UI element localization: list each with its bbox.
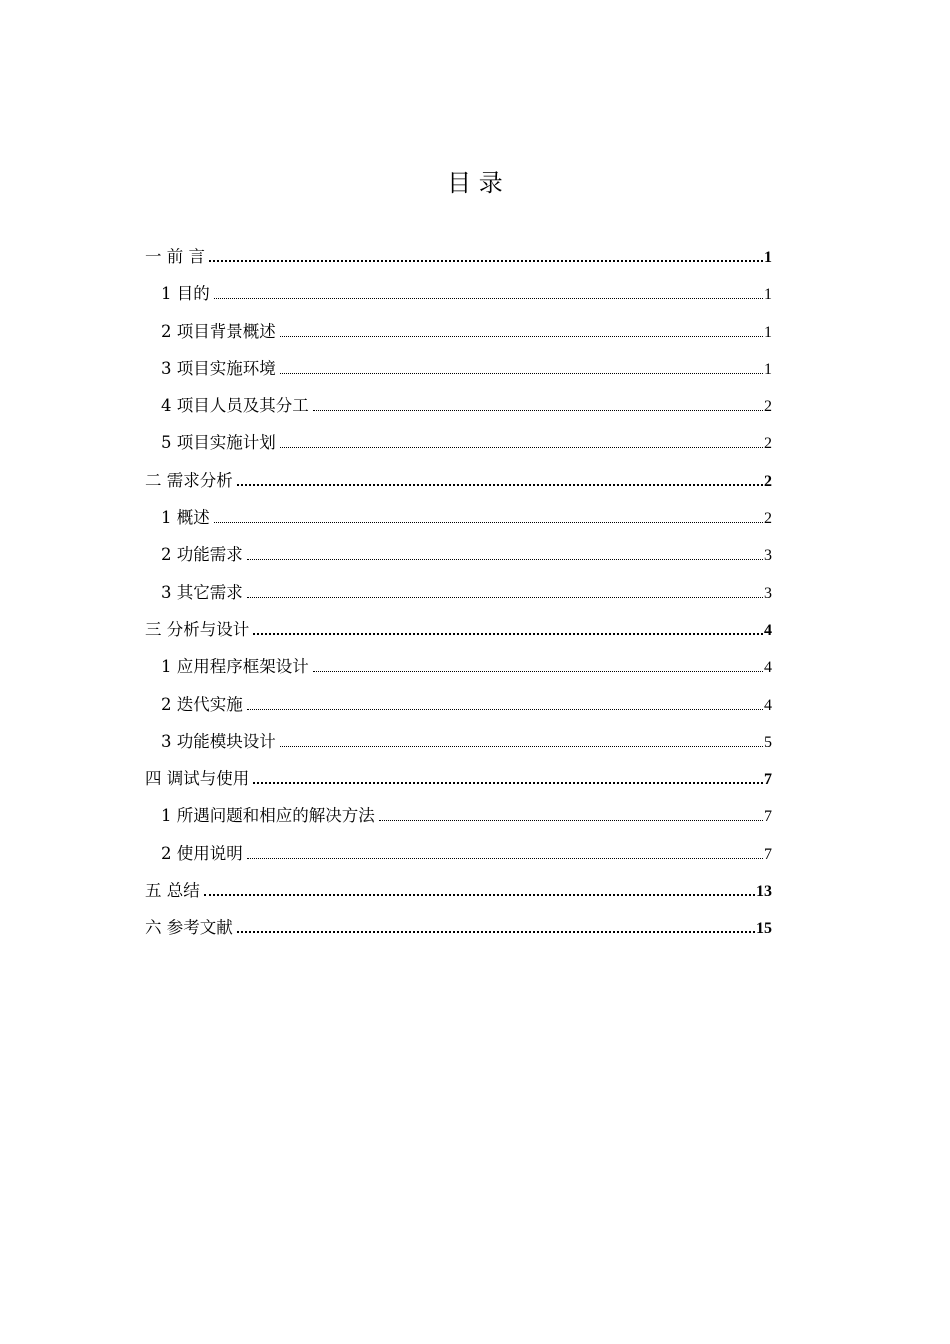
toc-dot-leader bbox=[253, 633, 763, 635]
toc-entry-label: 五 总结 bbox=[145, 881, 200, 901]
toc-page-number: 2 bbox=[764, 398, 772, 416]
toc-page-number: 7 bbox=[764, 845, 772, 863]
toc-page-number: 2 bbox=[764, 472, 772, 490]
toc-page-number: 15 bbox=[756, 920, 772, 938]
toc-entry-plan[interactable] bbox=[145, 428, 772, 465]
toc-page-number: 1 bbox=[764, 323, 772, 341]
toc-entry-environment[interactable] bbox=[145, 354, 772, 391]
toc-entry-label: 2 项目背景概述 bbox=[161, 321, 276, 341]
toc-entry-overview[interactable] bbox=[145, 503, 772, 540]
toc-entry-staff[interactable] bbox=[145, 391, 772, 428]
toc-dot-leader bbox=[204, 894, 755, 896]
toc-dot-leader bbox=[280, 373, 763, 374]
toc-page-number: 1 bbox=[764, 249, 772, 266]
toc-dot-leader bbox=[247, 709, 763, 710]
toc-entry-label: 1 应用程序框架设计 bbox=[161, 657, 309, 677]
toc-dot-leader bbox=[247, 858, 763, 859]
toc-dot-leader bbox=[237, 484, 763, 486]
toc-dot-leader bbox=[280, 336, 763, 337]
toc-entry-label: 3 功能模块设计 bbox=[161, 731, 276, 751]
toc-dot-leader bbox=[214, 522, 763, 523]
toc-dot-leader bbox=[280, 447, 763, 448]
toc-entry-label: 三 分析与设计 bbox=[145, 619, 250, 639]
toc-page-number: 1 bbox=[764, 360, 772, 378]
toc-entry-problems-solutions[interactable] bbox=[145, 801, 772, 838]
toc-dot-leader bbox=[253, 782, 763, 784]
toc-entry-label: 1 概述 bbox=[161, 508, 210, 528]
toc-dot-leader bbox=[247, 559, 763, 560]
toc-entry-purpose[interactable] bbox=[145, 279, 772, 316]
toc-page-number: 1 bbox=[764, 286, 772, 304]
toc-dot-leader bbox=[237, 931, 755, 933]
toc-dot-leader bbox=[209, 260, 763, 262]
toc-page-number: 2 bbox=[764, 435, 772, 453]
toc-entry-label: 5 项目实施计划 bbox=[161, 433, 276, 453]
toc-page-number: 3 bbox=[764, 547, 772, 565]
toc-entry-label: 一 前 言 bbox=[145, 247, 205, 266]
toc-page-number: 7 bbox=[764, 771, 772, 789]
toc-dot-leader bbox=[313, 410, 763, 411]
toc-entry-label: 3 其它需求 bbox=[161, 582, 243, 602]
toc-entry-label: 2 迭代实施 bbox=[161, 694, 243, 714]
toc-entry-background[interactable] bbox=[145, 317, 772, 354]
toc-entry-label: 二 需求分析 bbox=[145, 470, 233, 490]
toc-page-number: 3 bbox=[764, 584, 772, 602]
toc-entry-requirements[interactable] bbox=[145, 466, 772, 503]
page-title: 目 录 bbox=[447, 169, 503, 197]
toc-page-number: 4 bbox=[764, 659, 772, 677]
toc-entry-preface[interactable] bbox=[145, 242, 772, 279]
toc-entry-label: 四 调试与使用 bbox=[145, 769, 250, 789]
toc-entry-label: 3 项目实施环境 bbox=[161, 358, 276, 378]
toc-entry-analysis-design[interactable] bbox=[145, 615, 772, 652]
table-of-contents bbox=[145, 242, 772, 951]
toc-entry-instructions[interactable] bbox=[145, 839, 772, 876]
toc-page-number: 2 bbox=[764, 510, 772, 528]
toc-entry-label: 1 目的 bbox=[161, 284, 210, 304]
toc-dot-leader bbox=[247, 597, 763, 598]
toc-page-number: 5 bbox=[764, 733, 772, 751]
toc-dot-leader bbox=[313, 671, 763, 672]
toc-page-number: 7 bbox=[764, 808, 772, 826]
toc-page-number: 4 bbox=[764, 696, 772, 714]
toc-entry-label: 2 功能需求 bbox=[161, 545, 243, 565]
toc-entry-references[interactable] bbox=[145, 913, 772, 950]
toc-entry-debug-usage[interactable] bbox=[145, 764, 772, 801]
toc-entry-iteration[interactable] bbox=[145, 690, 772, 727]
toc-entry-functional-requirements[interactable] bbox=[145, 540, 772, 577]
toc-dot-leader bbox=[214, 298, 763, 299]
toc-entry-label: 1 所遇问题和相应的解决方法 bbox=[161, 806, 375, 826]
toc-entry-framework-design[interactable] bbox=[145, 652, 772, 689]
toc-entry-label: 六 参考文献 bbox=[145, 918, 233, 938]
toc-entry-summary[interactable] bbox=[145, 876, 772, 913]
toc-page-number: 4 bbox=[764, 621, 772, 639]
toc-entry-other-requirements[interactable] bbox=[145, 578, 772, 615]
toc-entry-label: 2 使用说明 bbox=[161, 843, 243, 863]
toc-dot-leader bbox=[379, 820, 763, 821]
toc-entry-label: 4 项目人员及其分工 bbox=[161, 396, 309, 416]
toc-dot-leader bbox=[280, 746, 763, 747]
toc-entry-module-design[interactable] bbox=[145, 727, 772, 764]
toc-page-number: 13 bbox=[756, 883, 772, 901]
